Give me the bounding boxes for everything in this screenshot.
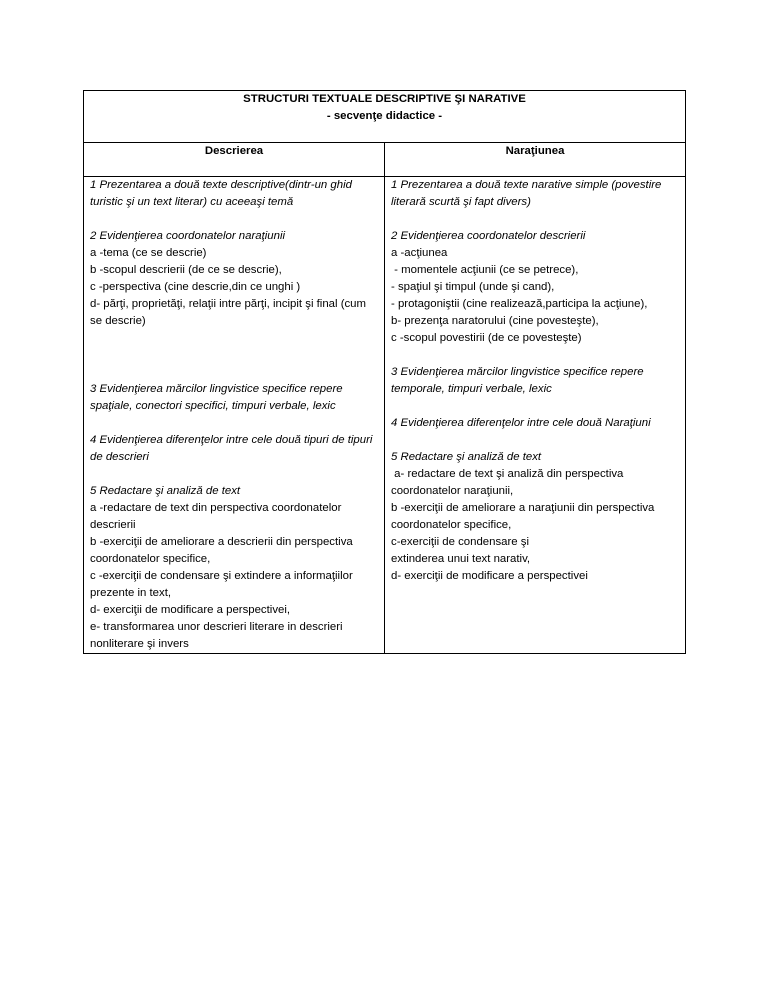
right-section-3-title: 3 Evidenţierea mărcilor lingvistice specifice repere temporale, timpuri verbale, lexic (391, 366, 644, 395)
right-section-4 (391, 415, 679, 432)
left-section-2-title: 2 Evidenţierea coordonatelor naraţiunii (90, 230, 286, 242)
list-item: a -tema (ce se descrie) (90, 247, 207, 259)
list-item: d- părţi, proprietăţi, relaţii intre părţi, incipit şi final (cum se descrie) (90, 298, 367, 327)
right-section-1-title: 1 Prezentarea a două texte narative simple (povestire literară scurtă şi fapt divers) (391, 179, 662, 208)
list-item: b -scopul descrierii (de ce se descrie), (90, 264, 282, 276)
list-item: c-exerciţii de condensare şi (391, 536, 530, 548)
left-section-3-title: 3 Evidenţierea mărcilor lingvistice specifice repere spaţiale, conectori specifici, timpuri verbale, lexic (90, 383, 343, 412)
left-section-1 (90, 177, 378, 211)
left-section-2 (90, 228, 378, 330)
list-item: b- prezenţa naratorului (cine povesteşte), (391, 315, 599, 327)
naratiune-column (385, 177, 686, 654)
list-item: e- transformarea unor descrieri literare in descrieri nonliterare şi invers (90, 621, 343, 650)
list-item: extinderea unui text narativ, (391, 553, 531, 565)
document-table (83, 90, 686, 654)
right-section-2-title: 2 Evidenţierea coordonatelor descrierii (391, 230, 586, 242)
right-section-5-title: 5 Redactare şi analiză de text (391, 451, 542, 463)
document-title: STRUCTURI TEXTUALE DESCRIPTIVE ŞI NARATIVE (243, 93, 526, 105)
list-item: c -scopul povestirii (de ce povesteşte) (391, 332, 582, 344)
right-section-3 (391, 364, 679, 398)
descriere-column (84, 177, 385, 654)
document-subtitle: - secvenţe didactice - (326, 110, 443, 122)
left-section-4 (90, 432, 378, 466)
left-section-5 (90, 483, 378, 653)
list-item: d- exerciţii de modificare a perspectivei (391, 570, 588, 582)
list-item: - spaţiul şi timpul (unde şi cand), (391, 281, 555, 293)
right-section-4-title: 4 Evidenţierea diferenţelor intre cele două Naraţiuni (391, 417, 651, 429)
right-section-5 (391, 449, 679, 585)
list-item: a- redactare de text şi analiză din perspectiva coordonatelor naraţiunii, (391, 468, 627, 497)
left-section-1-title: 1 Prezentarea a două texte descriptive(dintr-un ghid turistic şi un text literar) cu aceeaşi temă (90, 179, 352, 208)
list-item: c -perspectiva (cine descrie,din ce unghi ) (90, 281, 301, 293)
list-item: a -acţiunea (391, 247, 448, 259)
list-item: d- exerciţii de modificare a perspectivei, (90, 604, 291, 616)
list-item: a -redactare de text din perspectiva coordonatelor descrierii (90, 502, 342, 531)
column-header-descrierea: Descrierea (84, 143, 385, 177)
list-item: - momentele acţiunii (ce se petrece), (391, 264, 579, 276)
list-item: c -exerciţii de condensare şi extindere a informaţiilor prezente in text, (90, 570, 353, 599)
left-section-5-title: 5 Redactare şi analiză de text (90, 485, 241, 497)
right-section-2 (391, 228, 679, 347)
column-header-naratiunea: Naraţiunea (385, 143, 686, 177)
left-section-3 (90, 381, 378, 415)
list-item: b -exerciţii de ameliorare a naraţiunii din perspectiva coordonatelor specifice, (391, 502, 655, 531)
left-section-4-title: 4 Evidenţierea diferenţelor intre cele două tipuri de tipuri de descrieri (90, 434, 373, 463)
list-item: - protagoniştii (cine realizează,participa la acţiune), (391, 298, 648, 310)
title-cell (84, 91, 686, 143)
right-section-1 (391, 177, 679, 211)
list-item: b -exerciţii de ameliorare a descrierii din perspectiva coordonatelor specifice, (90, 536, 353, 565)
